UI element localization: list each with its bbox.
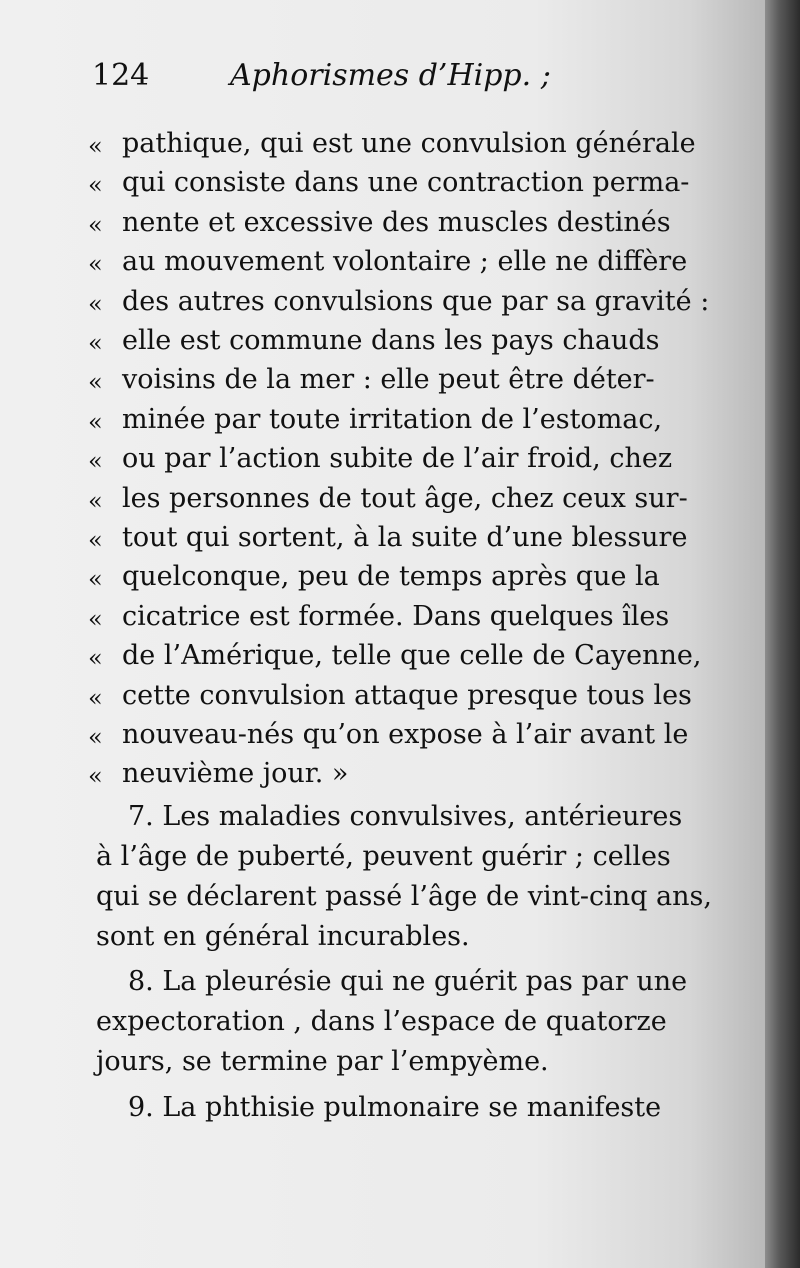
quotation-mark: « (88, 604, 103, 633)
quotation-mark: « (88, 565, 103, 594)
quoted-line-text: cicatrice est formée. Dans quelques îles (122, 600, 670, 632)
quoted-line-text: elle est commune dans les pays chauds (122, 325, 660, 356)
quoted-line-text: pathique, qui est une convulsion générale (122, 128, 696, 159)
quoted-line-text: nouveau-nés qu’on expose à l’air avant le (122, 719, 689, 750)
quoted-line (0, 242, 765, 282)
page-number: 124 (92, 58, 150, 93)
paragraph-line: 7. Les maladies convulsives, antérieures (128, 801, 683, 832)
quoted-line-text: voisins de la mer : elle peut être déter- (122, 364, 655, 396)
quoted-line-text: au mouvement volontaire ; elle ne diffère (122, 246, 688, 278)
quoted-line-text: ou par l’action subite de l’air froid, chez (122, 443, 673, 475)
paragraph-line: jours, se termine par l’empyème. (96, 1046, 549, 1077)
quoted-line (0, 203, 765, 243)
quoted-line (0, 321, 765, 361)
quoted-line (0, 597, 765, 637)
quotation-mark: « (88, 250, 103, 279)
quoted-line (0, 636, 765, 676)
quoted-line (0, 715, 765, 755)
quoted-line (0, 163, 765, 203)
quotation-mark: « (88, 132, 103, 160)
paragraph-line: à l’âge de puberté, peuvent guérir ; celles (96, 841, 671, 872)
quoted-line (0, 439, 765, 479)
quoted-line (0, 676, 765, 716)
quoted-line-text: de l’Amérique, telle que celle de Cayenne, (122, 640, 702, 672)
quoted-line (0, 400, 765, 440)
paragraph-line: expectoration , dans l’espace de quatorze (96, 1006, 667, 1037)
quoted-line (0, 124, 765, 164)
quoted-line-text: quelconque, peu de temps après que la (122, 561, 660, 593)
quotation-mark: « (88, 762, 103, 791)
quotation-mark: « (88, 407, 103, 436)
quotation-mark: « (88, 171, 103, 200)
quoted-line (0, 754, 765, 794)
quoted-line-text: minée par toute irritation de l’estomac, (122, 403, 663, 435)
quotation-mark: « (88, 447, 103, 476)
quoted-line (0, 282, 765, 322)
quotation-mark: « (88, 368, 103, 397)
paragraph-line: 8. La pleurésie qui ne guérit pas par une (128, 966, 688, 997)
quoted-line (0, 518, 765, 558)
paragraph-line: 9. La phthisie pulmonaire se manifeste (128, 1092, 662, 1123)
page-edge-shadow (765, 0, 800, 1268)
quoted-line-text: tout qui sortent, à la suite d’une blessure (122, 522, 688, 553)
quoted-line-text: neuvième jour. » (122, 758, 349, 790)
quotation-mark: « (88, 526, 103, 554)
page-header (92, 58, 692, 98)
quoted-line (0, 557, 765, 597)
quotation-mark: « (88, 486, 103, 515)
running-title: Aphorismes d’Hipp. ; (230, 58, 551, 93)
quoted-line-text: cette convulsion attaque presque tous les (122, 679, 692, 711)
quotation-mark: « (88, 210, 103, 239)
quotation-mark: « (88, 329, 103, 357)
quoted-line-text: les personnes de tout âge, chez ceux sur- (122, 482, 688, 514)
quoted-line-text: des autres convulsions que par sa gravité : (122, 285, 710, 317)
quotation-mark: « (88, 644, 103, 673)
quoted-line-text: nente et excessive des muscles destinés (122, 206, 671, 238)
quotation-mark: « (88, 723, 103, 751)
quoted-line (0, 360, 765, 400)
paragraph-line: qui se déclarent passé l’âge de vint-cinq ans, (96, 881, 712, 912)
quoted-line (0, 479, 765, 519)
quoted-line-text: qui consiste dans une contraction perma- (122, 167, 690, 199)
quotation-mark: « (88, 289, 103, 318)
paragraph-line: sont en général incurables. (96, 921, 470, 952)
quotation-mark: « (88, 683, 103, 712)
